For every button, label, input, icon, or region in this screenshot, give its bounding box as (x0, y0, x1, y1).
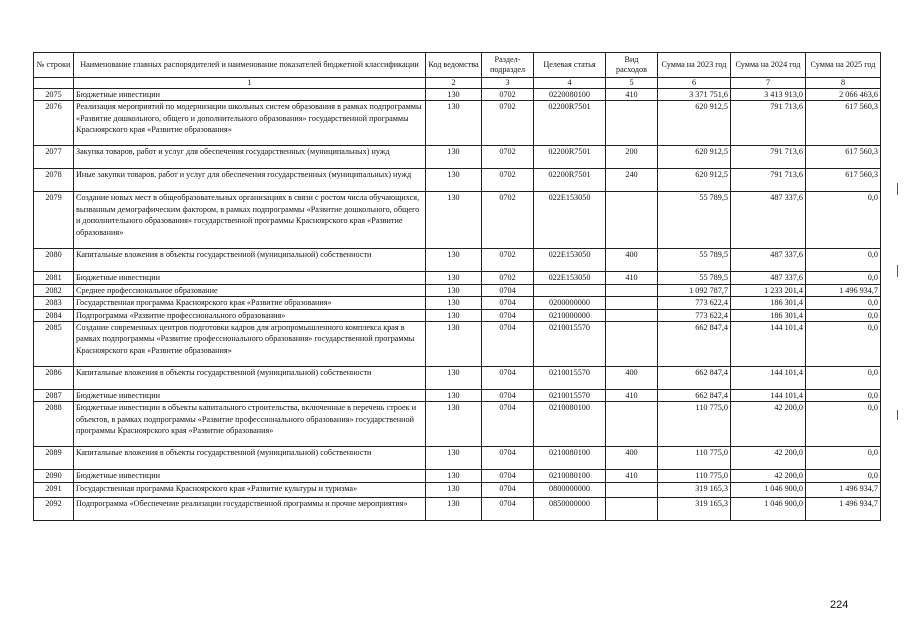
row-expense-type (606, 402, 658, 447)
row-sum-2023: 319 165,3 (658, 497, 731, 520)
table-row (34, 470, 881, 482)
row-sum-2025: 0,0 (806, 297, 881, 309)
table-row (34, 192, 881, 249)
row-number: 2091 (34, 482, 74, 497)
budget-table (33, 52, 881, 521)
scan-edge-mark (897, 183, 898, 195)
row-department-code: 130 (426, 272, 482, 284)
row-number: 2081 (34, 272, 74, 284)
row-name: Бюджетные инвестиции (74, 89, 426, 101)
row-expense-type: 200 (606, 146, 658, 169)
row-name: Бюджетные инвестиции (74, 272, 426, 284)
row-name: Иные закупки товаров, работ и услуг для обеспечения государственных (муниципальных) нужд (74, 169, 426, 192)
table-row (34, 309, 881, 321)
row-target-article: 0210080100 (534, 402, 606, 447)
row-sum-2023: 55 789,5 (658, 249, 731, 272)
row-sum-2025: 0,0 (806, 309, 881, 321)
row-expense-type: 410 (606, 272, 658, 284)
row-name: Создание современных центров подготовки кадров для агропромышленного комплекса края в рамках подпрограммы «Развитие профессионального образования» государственной программы Красноярского края «Развитие образования» (74, 322, 426, 367)
row-section: 0704 (482, 367, 534, 390)
row-sum-2025: 0,0 (806, 272, 881, 284)
row-target-article: 02200R7501 (534, 146, 606, 169)
scan-edge-mark (897, 265, 898, 277)
table-row (34, 249, 881, 272)
row-section: 0704 (482, 497, 534, 520)
table-row (34, 447, 881, 470)
row-section: 0704 (482, 297, 534, 309)
row-sum-2024: 1 046 900,0 (731, 497, 806, 520)
table-row (34, 482, 881, 497)
row-sum-2025: 0,0 (806, 367, 881, 390)
row-expense-type: 410 (606, 470, 658, 482)
row-target-article: 0200000000 (534, 297, 606, 309)
row-expense-type: 410 (606, 390, 658, 402)
row-expense-type (606, 309, 658, 321)
row-sum-2023: 662 847,4 (658, 322, 731, 367)
row-sum-2023: 110 775,0 (658, 447, 731, 470)
row-expense-type (606, 482, 658, 497)
row-target-article: 0850000000 (534, 497, 606, 520)
row-section: 0704 (482, 402, 534, 447)
row-sum-2023: 662 847,4 (658, 367, 731, 390)
row-number: 2086 (34, 367, 74, 390)
row-number: 2083 (34, 297, 74, 309)
table-row (34, 146, 881, 169)
row-target-article: 0210015570 (534, 367, 606, 390)
row-sum-2024: 144 101,4 (731, 322, 806, 367)
row-number: 2076 (34, 101, 74, 146)
row-target-article: 022E153050 (534, 272, 606, 284)
row-name: Среднее профессиональное образование (74, 284, 426, 296)
column-number: 6 (658, 78, 731, 89)
row-section: 0702 (482, 192, 534, 249)
column-number: 8 (806, 78, 881, 89)
table-row (34, 322, 881, 367)
table-row (34, 284, 881, 296)
row-name: Государственная программа Красноярского края «Развитие культуры и туризма» (74, 482, 426, 497)
row-target-article: 0210080100 (534, 447, 606, 470)
row-number: 2092 (34, 497, 74, 520)
table-row (34, 297, 881, 309)
row-sum-2025: 2 066 463,6 (806, 89, 881, 101)
row-sum-2024: 186 301,4 (731, 309, 806, 321)
table-row (34, 390, 881, 402)
row-target-article: 0210015570 (534, 322, 606, 367)
row-expense-type (606, 284, 658, 296)
row-sum-2023: 319 165,3 (658, 482, 731, 497)
row-name: Бюджетные инвестиции (74, 390, 426, 402)
row-sum-2025: 0,0 (806, 390, 881, 402)
row-expense-type: 240 (606, 169, 658, 192)
row-department-code: 130 (426, 284, 482, 296)
row-target-article: 0800000000 (534, 482, 606, 497)
row-section: 0702 (482, 89, 534, 101)
row-sum-2023: 55 789,5 (658, 272, 731, 284)
row-sum-2025: 617 560,3 (806, 169, 881, 192)
row-department-code: 130 (426, 402, 482, 447)
row-sum-2025: 0,0 (806, 402, 881, 447)
row-sum-2023: 662 847,4 (658, 390, 731, 402)
row-sum-2023: 620 912,5 (658, 101, 731, 146)
row-number: 2087 (34, 390, 74, 402)
row-name: Реализация мероприятий по модернизации школьных систем образования в рамках подпрограммы «Развитие дошкольного, общего и дополнительного образования» государственной программы Красноярского края «Развитие образования» (74, 101, 426, 146)
row-department-code: 130 (426, 482, 482, 497)
row-sum-2024: 186 301,4 (731, 297, 806, 309)
table-row (34, 272, 881, 284)
row-sum-2024: 1 233 201,4 (731, 284, 806, 296)
row-expense-type (606, 497, 658, 520)
row-sum-2024: 791 713,6 (731, 101, 806, 146)
row-sum-2023: 620 912,5 (658, 169, 731, 192)
row-number: 2077 (34, 146, 74, 169)
column-number: 2 (426, 78, 482, 89)
row-section: 0704 (482, 447, 534, 470)
row-target-article: 0210015570 (534, 390, 606, 402)
row-number: 2090 (34, 470, 74, 482)
row-sum-2025: 0,0 (806, 470, 881, 482)
row-expense-type (606, 322, 658, 367)
row-name: Капитальные вложения в объекты государственной (муниципальной) собственности (74, 249, 426, 272)
column-number (34, 78, 74, 89)
header-name: Наименование главных распорядителей и наименование показателей бюджетной классификации (74, 53, 426, 78)
row-number: 2079 (34, 192, 74, 249)
header-department-code: Код ведомства (426, 53, 482, 78)
row-expense-type (606, 192, 658, 249)
row-number: 2085 (34, 322, 74, 367)
row-section: 0704 (482, 309, 534, 321)
header-section: Раздел-подраздел (482, 53, 534, 78)
table-body (34, 89, 881, 521)
column-number: 3 (482, 78, 534, 89)
header-row-number: № строки (34, 53, 74, 78)
row-department-code: 130 (426, 322, 482, 367)
row-sum-2023: 110 775,0 (658, 402, 731, 447)
row-expense-type: 400 (606, 249, 658, 272)
row-target-article (534, 284, 606, 296)
row-department-code: 130 (426, 367, 482, 390)
row-sum-2023: 773 622,4 (658, 309, 731, 321)
header-sum-2025: Сумма на 2025 год (806, 53, 881, 78)
row-sum-2023: 1 092 787,7 (658, 284, 731, 296)
row-sum-2025: 1 496 934,7 (806, 497, 881, 520)
row-department-code: 130 (426, 146, 482, 169)
row-department-code: 130 (426, 169, 482, 192)
row-expense-type (606, 297, 658, 309)
row-sum-2024: 42 200,0 (731, 402, 806, 447)
row-number: 2082 (34, 284, 74, 296)
row-name: Закупка товаров, работ и услуг для обеспечения государственных (муниципальных) нужд (74, 146, 426, 169)
row-section: 0702 (482, 169, 534, 192)
header-sum-2023: Сумма на 2023 год (658, 53, 731, 78)
page-number: 224 (830, 599, 849, 611)
row-expense-type: 400 (606, 447, 658, 470)
row-section: 0702 (482, 249, 534, 272)
row-department-code: 130 (426, 192, 482, 249)
header-target-article: Целевая статья (534, 53, 606, 78)
row-name: Подпрограмма «Развитие профессионального образования» (74, 309, 426, 321)
row-section: 0702 (482, 101, 534, 146)
row-sum-2023: 3 371 751,6 (658, 89, 731, 101)
row-sum-2024: 3 413 913,0 (731, 89, 806, 101)
row-expense-type: 400 (606, 367, 658, 390)
row-name: Государственная программа Красноярского края «Развитие образования» (74, 297, 426, 309)
row-sum-2024: 791 713,6 (731, 146, 806, 169)
table-row (34, 367, 881, 390)
row-sum-2025: 0,0 (806, 249, 881, 272)
row-sum-2024: 1 046 900,0 (731, 482, 806, 497)
scan-edge-mark (897, 410, 898, 420)
row-number: 2078 (34, 169, 74, 192)
table-row (34, 497, 881, 520)
row-section: 0704 (482, 284, 534, 296)
column-number-row (34, 78, 881, 89)
row-department-code: 130 (426, 390, 482, 402)
row-department-code: 130 (426, 497, 482, 520)
row-section: 0704 (482, 390, 534, 402)
row-department-code: 130 (426, 101, 482, 146)
row-department-code: 130 (426, 297, 482, 309)
row-sum-2023: 620 912,5 (658, 146, 731, 169)
row-target-article: 02200R7501 (534, 169, 606, 192)
column-number: 4 (534, 78, 606, 89)
row-sum-2024: 487 337,6 (731, 272, 806, 284)
row-sum-2025: 617 560,3 (806, 146, 881, 169)
row-number: 2088 (34, 402, 74, 447)
column-number: 1 (74, 78, 426, 89)
row-expense-type: 410 (606, 89, 658, 101)
row-sum-2025: 0,0 (806, 192, 881, 249)
row-department-code: 130 (426, 470, 482, 482)
table-row (34, 169, 881, 192)
header-row (34, 53, 881, 78)
table-row (34, 402, 881, 447)
row-sum-2025: 617 560,3 (806, 101, 881, 146)
row-sum-2025: 1 496 934,7 (806, 284, 881, 296)
column-number: 7 (731, 78, 806, 89)
row-target-article: 0220080100 (534, 89, 606, 101)
row-name: Создание новых мест в общеобразовательных организациях в связи с ростом числа обучающихся, вызванным демографическим фактором, в рамках подпрограммы «Развитие дошкольного, общего и дополнительного образования» государственной программы Красноярского края «Развитие образования» (74, 192, 426, 249)
row-sum-2024: 144 101,4 (731, 390, 806, 402)
header-sum-2024: Сумма на 2024 год (731, 53, 806, 78)
row-sum-2025: 1 496 934,7 (806, 482, 881, 497)
row-name: Капитальные вложения в объекты государственной (муниципальной) собственности (74, 447, 426, 470)
row-target-article: 022E153050 (534, 192, 606, 249)
row-name: Бюджетные инвестиции (74, 470, 426, 482)
row-target-article: 02200R7501 (534, 101, 606, 146)
row-section: 0704 (482, 470, 534, 482)
table-row (34, 101, 881, 146)
row-sum-2024: 42 200,0 (731, 447, 806, 470)
row-number: 2080 (34, 249, 74, 272)
row-section: 0704 (482, 322, 534, 367)
row-sum-2024: 144 101,4 (731, 367, 806, 390)
header-expense-type: Вид расходов (606, 53, 658, 78)
row-sum-2024: 487 337,6 (731, 249, 806, 272)
row-sum-2024: 791 713,6 (731, 169, 806, 192)
row-target-article: 0210000000 (534, 309, 606, 321)
row-section: 0704 (482, 482, 534, 497)
row-sum-2023: 110 775,0 (658, 470, 731, 482)
row-sum-2024: 487 337,6 (731, 192, 806, 249)
row-sum-2025: 0,0 (806, 447, 881, 470)
row-section: 0702 (482, 146, 534, 169)
row-name: Подпрограмма «Обеспечение реализации государственной программы и прочие мероприятия» (74, 497, 426, 520)
table-row (34, 89, 881, 101)
row-department-code: 130 (426, 249, 482, 272)
row-section: 0702 (482, 272, 534, 284)
row-name: Капитальные вложения в объекты государственной (муниципальной) собственности (74, 367, 426, 390)
row-department-code: 130 (426, 89, 482, 101)
row-sum-2024: 42 200,0 (731, 470, 806, 482)
row-expense-type (606, 101, 658, 146)
row-name: Бюджетные инвестиции в объекты капитального строительства, включенные в перечень строек и объектов, в рамках подпрограммы «Развитие профессионального образования» государственной программы Красноярского края «Развитие образования» (74, 402, 426, 447)
column-number: 5 (606, 78, 658, 89)
row-department-code: 130 (426, 447, 482, 470)
row-sum-2025: 0,0 (806, 322, 881, 367)
row-department-code: 130 (426, 309, 482, 321)
row-number: 2089 (34, 447, 74, 470)
row-sum-2023: 55 789,5 (658, 192, 731, 249)
row-sum-2023: 773 622,4 (658, 297, 731, 309)
row-target-article: 0210080100 (534, 470, 606, 482)
row-number: 2084 (34, 309, 74, 321)
row-target-article: 022E153050 (534, 249, 606, 272)
row-number: 2075 (34, 89, 74, 101)
